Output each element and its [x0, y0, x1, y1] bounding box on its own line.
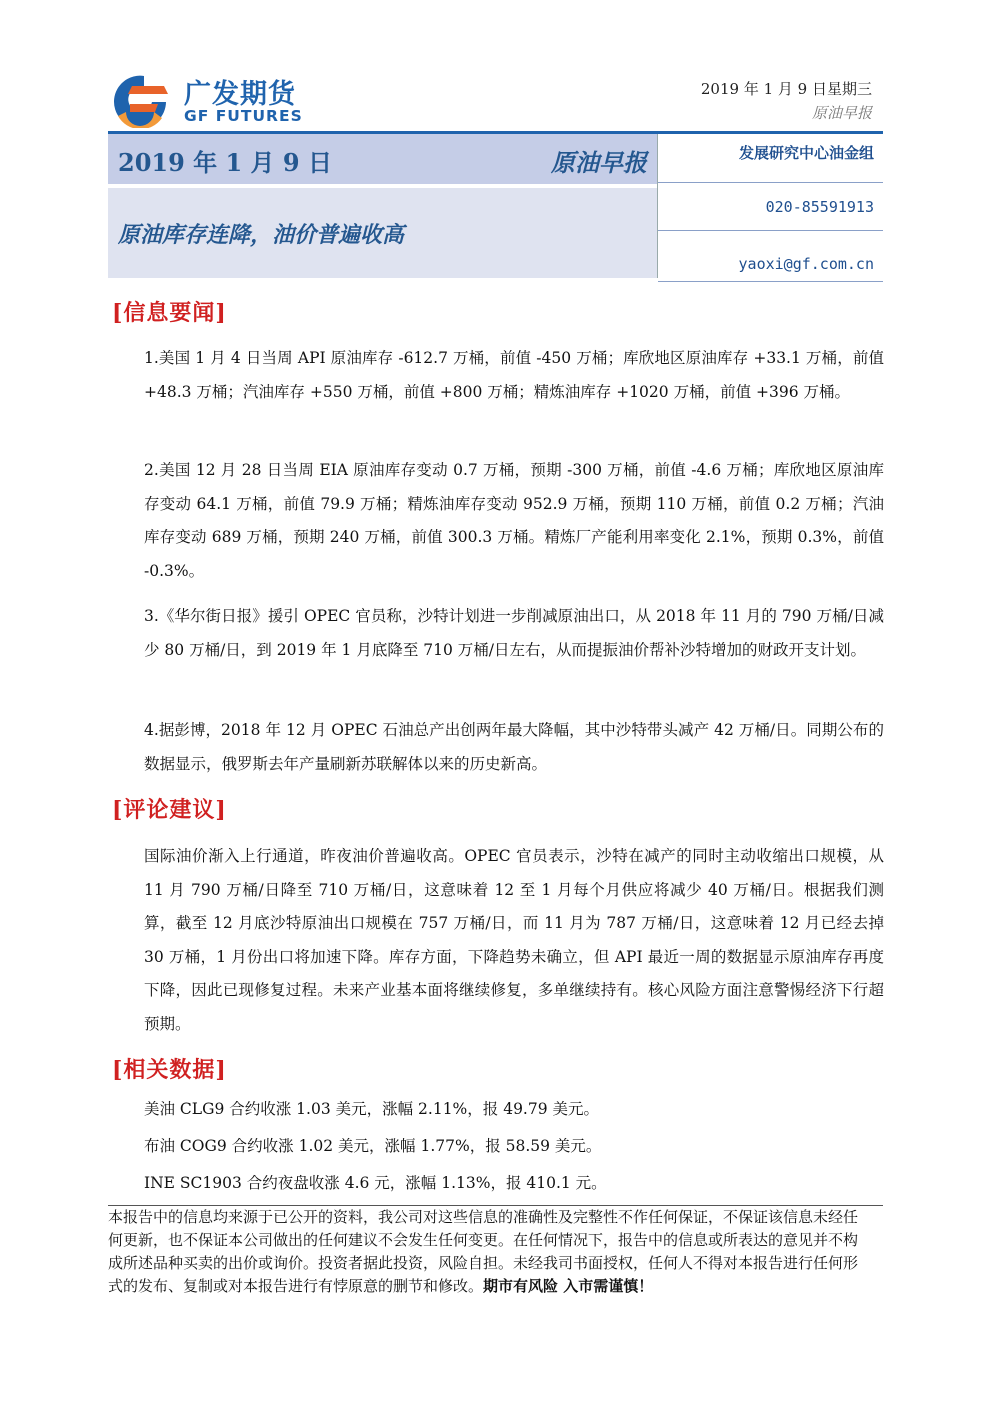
disclaimer-text: 本报告中的信息均来源于已公开的资料，我公司对这些信息的准确性及完整性不作任何保证，不保证该信息未经任何更新，也不保证本公司做出的任何建议不会发生任何变更。在任何情况下，报告中的信息或所表达的意见并不构成所述品种买卖的出价或询价。投资者据此投资，风险自担。未经我司书面授权，任何人不得对本报告进行任何形式的发布、复制或对本报告进行有悖原意的删节和修改。 [108, 1208, 859, 1295]
header-date: 2019 年 1 月 9 日 [118, 148, 332, 177]
news-item: 4.据彭博，2018 年 12 月 OPEC 石油总产出创两年最大降幅，其中沙特带头减产 42 万桶/日。同期公布的数据显示，俄罗斯去年产量刷新苏联解体以来的历史新高。 [144, 721, 884, 773]
comment-text: 国际油价渐入上行通道，昨夜油价普遍收高。OPEC 官员表示，沙特在减产的同时主动收缩出口规模，从 11 月 790 万桶/日降至 710 万桶/日，这意味着 12 至 1 月每个月供应将减少 40 万桶/日。根据我们测算，截至 12 月底沙特原油出口规模在 757 万桶/日，而 11 月为 787 万桶/日，这意味着 12 月已经去掉 30 万桶，1 月份出口将加速下降。库存方面，下降趋势未确立，但 API 最近一周的数据显示原油库存再度下降，因此已现修复过程。未来产业基本面将继续修复，多单继续持有。核心风险方面注意警惕经济下行超预期。 [144, 847, 884, 1033]
report-date: 2019 年 1 月 9 日星期三 [700, 80, 872, 98]
disclaimer [108, 1206, 858, 1298]
contact-phone: 020-85591913 [765, 198, 874, 216]
contact-divider [658, 230, 883, 231]
contact-divider [658, 182, 883, 183]
data-item: INE SC1903 合约夜盘收涨 4.6 元，涨幅 1.13%，报 410.1 元。 [144, 1174, 607, 1192]
contact-divider [658, 281, 883, 282]
news-item: 1.美国 1 月 4 日当周 API 原油库存 -612.7 万桶，前值 -450 万桶；库欣地区原油库存 +33.1 万桶，前值 +48.3 万桶；汽油库存 +550 万桶，前值 +800 万桶；精炼油库存 +1020 万桶，前值 +396 万桶。 [144, 349, 884, 401]
comment-heading: [评论建议] [112, 797, 227, 823]
news-heading: [信息要闻] [112, 300, 227, 326]
risk-warning: 期市有风险 入市需谨慎！ [483, 1277, 654, 1295]
news-item: 2.美国 12 月 28 日当周 EIA 原油库存变动 0.7 万桶，预期 -300 万桶，前值 -4.6 万桶；库欣地区原油库存变动 64.1 万桶，前值 79.9 万桶；精炼油库存变动 952.9 万桶，预期 110 万桶，前值 0.2 万桶；汽油库存变动 689 万桶，预期 240 万桶，前值 300.3 万桶。精炼厂产能利用率变化 2.1%，预期 0.3%，前值 -0.3%。 [144, 461, 884, 580]
logo-english-name: GF FUTURES [184, 107, 303, 125]
contact-email[interactable]: yaoxi@gf.com.cn [738, 255, 874, 273]
header-divider [657, 134, 658, 278]
data-item: 美油 CLG9 合约收涨 1.03 美元，涨幅 2.11%，报 49.79 美元。 [144, 1100, 600, 1118]
report-type: 原油早报 [811, 104, 872, 122]
data-item: 布油 COG9 合约收涨 1.02 美元，涨幅 1.77%，报 58.59 美元。 [144, 1137, 602, 1155]
headline: 原油库存连降，油价普遍收高 [118, 222, 405, 248]
data-heading: [相关数据] [112, 1057, 227, 1083]
research-group: 发展研究中心油金组 [738, 144, 874, 162]
logo-chinese-name: 广发期货 [184, 79, 296, 110]
header-report-type: 原油早报 [551, 148, 647, 177]
news-item: 3.《华尔街日报》援引 OPEC 官员称，沙特计划进一步削减原油出口，从 2018 年 11 月的 790 万桶/日减少 80 万桶/日，到 2019 年 1 月底降至 710 万桶/日左右，从而提振油价帮补沙特增加的财政开支计划。 [144, 607, 884, 659]
